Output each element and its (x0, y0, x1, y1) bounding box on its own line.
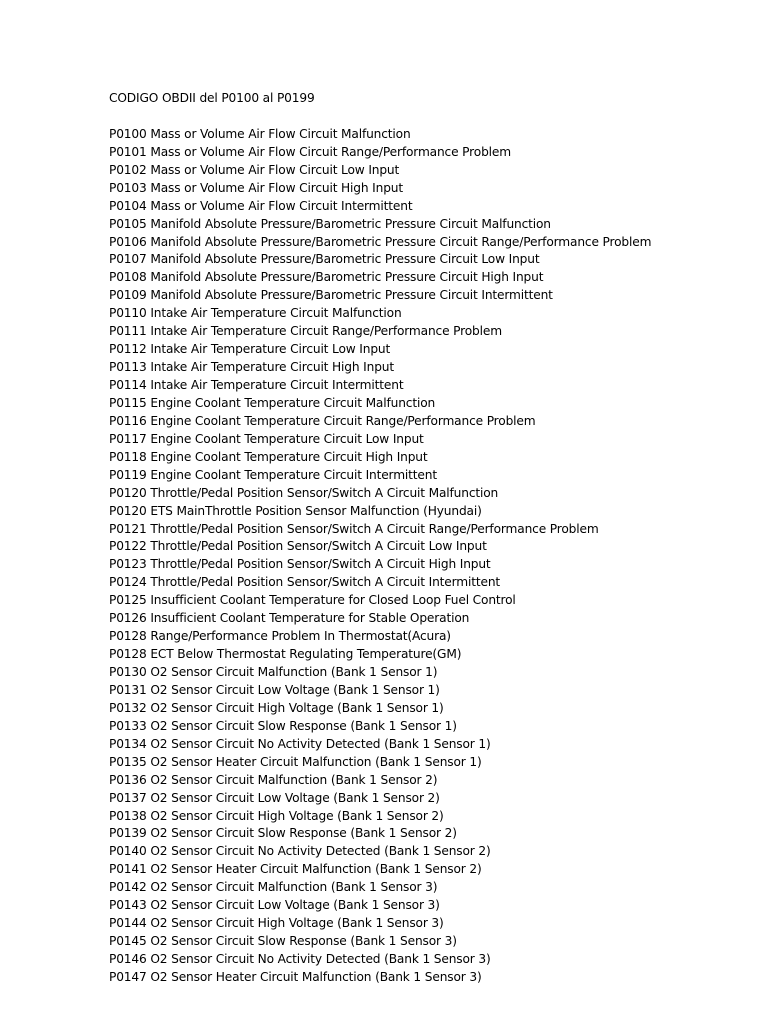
code-line: P0100 Mass or Volume Air Flow Circuit Malfunction (109, 126, 411, 141)
code-line: P0137 O2 Sensor Circuit Low Voltage (Bank 1 Sensor 2) (109, 790, 440, 805)
code-line: P0128 ECT Below Thermostat Regulating Temperature(GM) (109, 647, 462, 662)
code-line: P0128 Range/Performance Problem In Thermostat(Acura) (109, 629, 451, 644)
code-line: P0146 O2 Sensor Circuit No Activity Detected (Bank 1 Sensor 3) (109, 952, 491, 967)
code-line: P0143 O2 Sensor Circuit Low Voltage (Bank 1 Sensor 3) (109, 898, 440, 913)
code-line: P0147 O2 Sensor Heater Circuit Malfunction (Bank 1 Sensor 3) (109, 969, 482, 984)
code-line: P0131 O2 Sensor Circuit Low Voltage (Bank 1 Sensor 1) (109, 682, 440, 697)
document-body (109, 90, 749, 987)
code-line: P0114 Intake Air Temperature Circuit Intermittent (109, 378, 404, 393)
obd-code-list (109, 126, 749, 987)
code-line: P0119 Engine Coolant Temperature Circuit Intermittent (109, 467, 437, 482)
code-line: P0130 O2 Sensor Circuit Malfunction (Bank 1 Sensor 1) (109, 665, 438, 680)
code-line: P0136 O2 Sensor Circuit Malfunction (Bank 1 Sensor 2) (109, 772, 438, 787)
code-line: P0141 O2 Sensor Heater Circuit Malfunction (Bank 1 Sensor 2) (109, 862, 482, 877)
code-line: P0126 Insufficient Coolant Temperature for Stable Operation (109, 611, 470, 626)
code-line: P0113 Intake Air Temperature Circuit High Input (109, 360, 394, 375)
code-line: P0102 Mass or Volume Air Flow Circuit Low Input (109, 162, 400, 177)
code-line: P0111 Intake Air Temperature Circuit Range/Performance Problem (109, 324, 502, 339)
code-line: P0116 Engine Coolant Temperature Circuit Range/Performance Problem (109, 413, 536, 428)
code-line: P0122 Throttle/Pedal Position Sensor/Switch A Circuit Low Input (109, 539, 487, 554)
code-line: P0101 Mass or Volume Air Flow Circuit Range/Performance Problem (109, 144, 511, 159)
code-line: P0109 Manifold Absolute Pressure/Barometric Pressure Circuit Intermittent (109, 288, 553, 303)
code-line: P0106 Manifold Absolute Pressure/Barometric Pressure Circuit Range/Performance Problem (109, 234, 652, 249)
code-line: P0132 O2 Sensor Circuit High Voltage (Bank 1 Sensor 1) (109, 700, 444, 715)
code-line: P0120 Throttle/Pedal Position Sensor/Switch A Circuit Malfunction (109, 485, 499, 500)
code-line: P0105 Manifold Absolute Pressure/Barometric Pressure Circuit Malfunction (109, 216, 551, 231)
code-line: P0107 Manifold Absolute Pressure/Barometric Pressure Circuit Low Input (109, 252, 540, 267)
code-line: P0108 Manifold Absolute Pressure/Barometric Pressure Circuit High Input (109, 270, 544, 285)
code-line: P0104 Mass or Volume Air Flow Circuit Intermittent (109, 198, 413, 213)
code-line: P0124 Throttle/Pedal Position Sensor/Switch A Circuit Intermittent (109, 575, 501, 590)
code-line: P0142 O2 Sensor Circuit Malfunction (Bank 1 Sensor 3) (109, 880, 438, 895)
code-line: P0140 O2 Sensor Circuit No Activity Detected (Bank 1 Sensor 2) (109, 844, 491, 859)
code-line: P0123 Throttle/Pedal Position Sensor/Switch A Circuit High Input (109, 557, 491, 572)
code-line: P0138 O2 Sensor Circuit High Voltage (Bank 1 Sensor 2) (109, 808, 444, 823)
code-line: P0103 Mass or Volume Air Flow Circuit High Input (109, 180, 403, 195)
code-line: P0120 ETS MainThrottle Position Sensor Malfunction (Hyundai) (109, 503, 482, 518)
code-line: P0134 O2 Sensor Circuit No Activity Detected (Bank 1 Sensor 1) (109, 736, 491, 751)
code-line: P0112 Intake Air Temperature Circuit Low Input (109, 342, 391, 357)
code-line: P0117 Engine Coolant Temperature Circuit Low Input (109, 431, 424, 446)
code-line: P0125 Insufficient Coolant Temperature for Closed Loop Fuel Control (109, 593, 516, 608)
code-line: P0110 Intake Air Temperature Circuit Malfunction (109, 306, 402, 321)
code-line: P0139 O2 Sensor Circuit Slow Response (Bank 1 Sensor 2) (109, 826, 457, 841)
code-line: P0145 O2 Sensor Circuit Slow Response (Bank 1 Sensor 3) (109, 934, 457, 949)
code-line: P0115 Engine Coolant Temperature Circuit Malfunction (109, 395, 436, 410)
code-line: P0133 O2 Sensor Circuit Slow Response (Bank 1 Sensor 1) (109, 718, 457, 733)
code-line: P0121 Throttle/Pedal Position Sensor/Switch A Circuit Range/Performance Problem (109, 521, 599, 536)
code-line: P0135 O2 Sensor Heater Circuit Malfunction (Bank 1 Sensor 1) (109, 754, 482, 769)
document-title: CODIGO OBDII del P0100 al P0199 (109, 91, 315, 105)
code-line: P0144 O2 Sensor Circuit High Voltage (Bank 1 Sensor 3) (109, 916, 444, 931)
code-line: P0118 Engine Coolant Temperature Circuit High Input (109, 449, 428, 464)
